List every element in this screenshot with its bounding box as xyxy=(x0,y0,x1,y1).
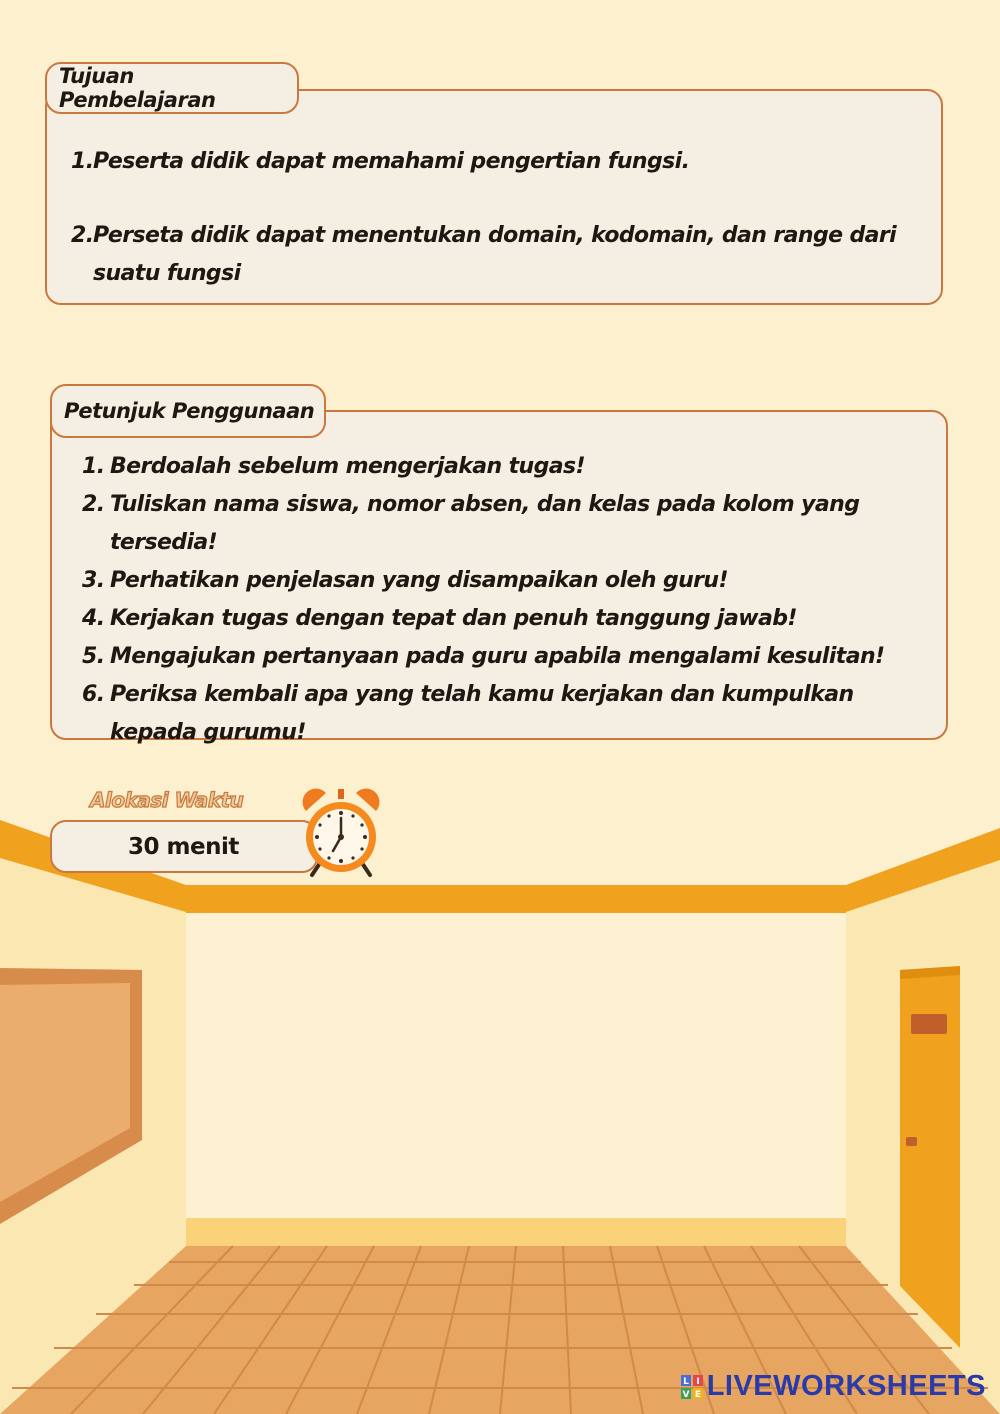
item-number: 3. xyxy=(82,568,105,593)
list-item xyxy=(82,600,912,638)
liveworksheets-logo xyxy=(681,1370,986,1403)
item-number: 2. xyxy=(82,492,105,517)
list-item xyxy=(82,638,912,676)
objectives-panel xyxy=(45,89,943,305)
item-number: 2. xyxy=(71,223,94,248)
list-item xyxy=(82,562,912,600)
list-item xyxy=(71,217,911,293)
item-number: 6. xyxy=(82,682,105,707)
instructions-title: Petunjuk Penggunaan xyxy=(50,384,326,438)
logo-letter-l: L xyxy=(682,1376,689,1387)
item-number: 5. xyxy=(82,644,105,669)
alarm-clock-icon xyxy=(300,785,382,879)
item-text: Perseta didik dapat menentukan domain, kodomain, dan range dari suatu fungsi xyxy=(93,223,897,286)
list-item xyxy=(82,448,912,486)
list-item xyxy=(82,676,912,752)
list-item xyxy=(82,486,912,562)
logo-letter-v: V xyxy=(682,1389,690,1399)
liveworksheets-logo-icon xyxy=(681,1375,703,1399)
objectives-title: Tujuan Pembelajaran xyxy=(45,62,299,114)
time-allocation-label: Alokasi Waktu xyxy=(90,788,244,812)
logo-letter-i: I xyxy=(696,1376,700,1387)
list-item xyxy=(71,143,911,181)
instructions-panel xyxy=(50,410,948,745)
logo-letter-e: E xyxy=(694,1389,701,1399)
item-text: Periksa kembali apa yang telah kamu kerjakan dan kumpulkan kepada gurumu! xyxy=(110,682,854,745)
liveworksheets-wordmark: LIVEWORKSHEETS xyxy=(706,1370,986,1402)
time-allocation-value: 30 menit xyxy=(50,820,318,873)
item-text: Mengajukan pertanyaan pada guru apabila mengalami kesulitan! xyxy=(110,644,885,669)
item-text: Peserta didik dapat memahami pengertian fungsi. xyxy=(93,149,690,174)
item-number: 4. xyxy=(82,606,105,631)
item-number: 1. xyxy=(71,149,94,174)
item-text: Perhatikan penjelasan yang disampaikan oleh guru! xyxy=(110,568,728,593)
item-text: Kerjakan tugas dengan tepat dan penuh tanggung jawab! xyxy=(110,606,797,631)
item-text: Berdoalah sebelum mengerjakan tugas! xyxy=(110,454,585,479)
item-number: 1. xyxy=(82,454,105,479)
item-text: Tuliskan nama siswa, nomor absen, dan kelas pada kolom yang tersedia! xyxy=(110,492,860,555)
